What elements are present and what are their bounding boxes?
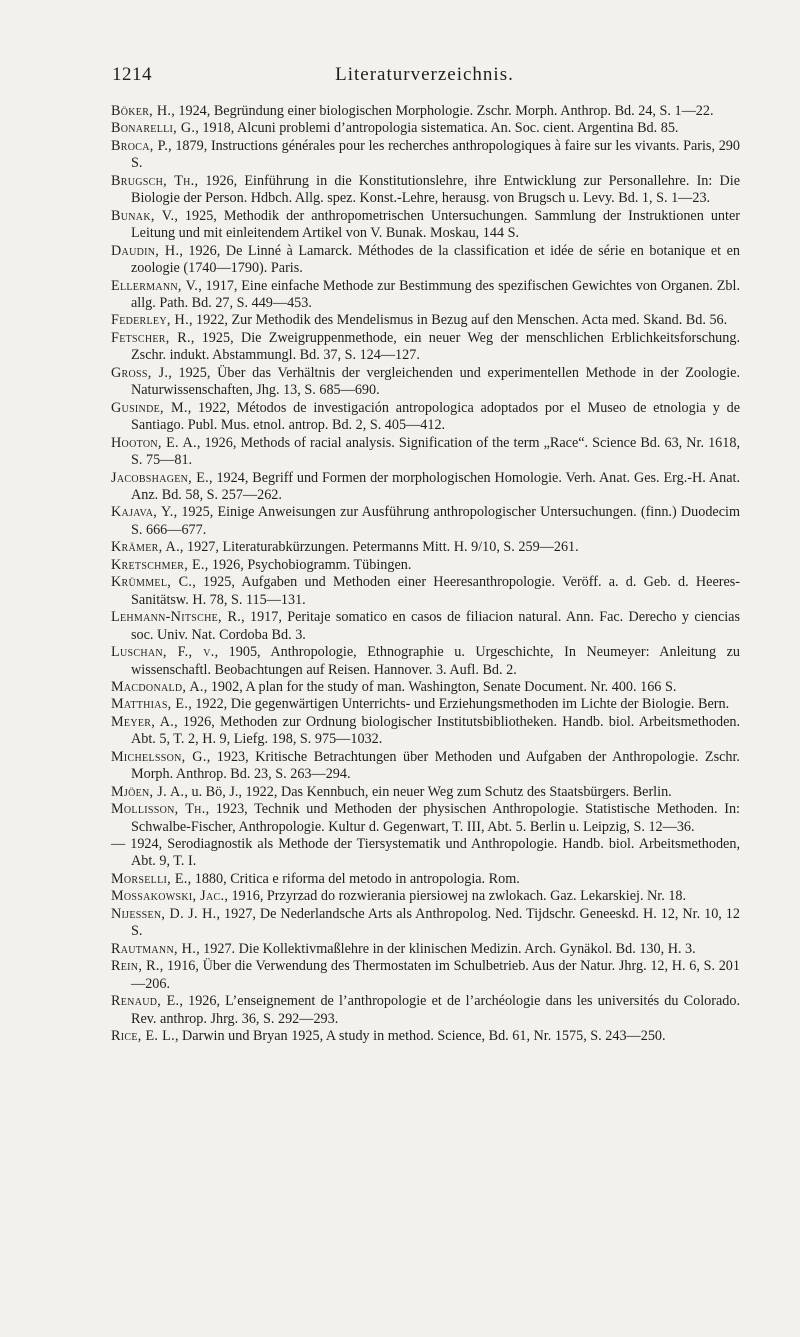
reference-entry <box>111 906 740 941</box>
reference-author: Mossakowski, Jac. <box>111 888 225 905</box>
reference-text: , 1927, Literaturabkürzungen. Petermanns Mitt. H. 9/10, S. 259—261. <box>179 539 579 556</box>
reference-entry <box>111 784 740 801</box>
reference-text: , 1922, Zur Methodik des Mendelismus in Bezug auf den Menschen. Acta med. Skand. Bd. 56. <box>188 312 728 329</box>
reference-entry <box>111 173 740 208</box>
reference-text: , 1924, Begriff und Formen der morphologischen Homologie. Verh. Anat. Ges. Erg.-H. Anat. Anz. Bd. 58, S. 257—262. <box>131 469 740 503</box>
reference-author: Macdonald, A. <box>111 678 204 695</box>
reference-author: Morselli, E. <box>111 870 188 887</box>
reference-text: , u. Bö, J., 1922, Das Kennbuch, ein neuer Weg zum Schutz des Staatsbürgers. Berlin. <box>184 783 672 800</box>
reference-text: , 1916, Przyrzad do rozwierania piersiowej na zwlokach. Gaz. Lekarskiej. Nr. 18. <box>224 888 687 905</box>
reference-text: , 1923, Technik und Methoden der physischen Anthropologie. Statistische Methoden. In: Schwalbe-Fischer, Anthropologie. Kultur d. Gegenwart, T. III, Abt. 5. Berlin u. Leipzig, S. 12—36. <box>131 801 740 835</box>
reference-text: , 1918, Alcuni problemi d’antropologia sistematica. An. Soc. cient. Argentina Bd. 85. <box>195 120 679 137</box>
reference-entry <box>111 714 740 749</box>
reference-author: Hooton, E. A. <box>111 434 197 451</box>
reference-entry <box>111 400 740 435</box>
reference-text: , 1917, Eine einfache Methode zur Bestimmung des spezifischen Gewichtes von Organen. Zbl. allg. Path. Bd. 27, S. 449—453. <box>131 277 741 311</box>
reference-text: , 1905, Anthropologie, Ethnographie u. Urgeschichte, In Neumeyer: Anleitung zu wissenschaftl. Beobachtungen auf Reisen. Hannover. 3. Aufl. Bd. 2. <box>131 644 740 678</box>
reference-text: , 1924, Begründung einer biologischen Morphologie. Zschr. Morph. Anthrop. Bd. 24, S. 1—22. <box>171 103 714 119</box>
reference-text: , 1926, Psychobiogramm. Tübingen. <box>204 556 412 573</box>
reference-text: , 1879, Instructions générales pour les recherches anthropologiques à faire sur les vivants. Paris, 290 S. <box>131 137 740 172</box>
reference-text: , 1925, Methodik der anthropometrischen Untersuchungen. Sammlung der Instruktionen unter Leitung und mit einleitendem Artikel von V. Bunak. Moskau, 144 S. <box>131 207 740 242</box>
reference-text: , 1926, Einführung in die Konstitutionslehre, ihre Entwicklung zur Personallehre. In: Die Biologie der Person. Hdbch. Allg. spez. Konst.-Lehre, herausg. von Brugsch u. Levy. Bd. 1, S. 1—23. <box>131 172 740 207</box>
reference-author: Jacobshagen, E. <box>111 469 210 486</box>
reference-author: Gusinde, M. <box>111 399 188 416</box>
reference-text: , 1925, Aufgaben und Methoden einer Heeresanthropologie. Veröff. a. d. Geb. d. Heeres-Sanitätsw. H. 78, S. 115—131. <box>131 574 741 608</box>
reference-author: Renaud, E. <box>111 993 180 1010</box>
reference-entry <box>111 103 740 120</box>
reference-entry <box>111 749 740 784</box>
reference-text: , 1926, Methods of racial analysis. Signification of the term „Race“. Science Bd. 63, Nr. 1618, S. 75—81. <box>131 434 740 469</box>
reference-text: , 1925, Die Zweigruppenmethode, ein neuer Weg der menschlichen Erblichkeitsforschung. Zschr. indukt. Abstammungl. Bd. 37, S. 124—127. <box>131 329 740 364</box>
reference-author: Brugsch, Th. <box>111 172 195 189</box>
reference-text: , 1927, De Nederlandsche Arts als Anthropolog. Ned. Tijdschr. Geneeskd. H. 12, Nr. 10, 12 S. <box>131 905 740 940</box>
reference-entry <box>111 435 740 470</box>
reference-author: Nijessen, D. J. H. <box>111 905 217 922</box>
reference-text: , 1922, Métodos de investigación antropologica adoptados por el Museo de etnologia y de Santiago. Publ. Mus. etnol. antrop. Bd. 2, S. 405—412. <box>131 399 740 434</box>
reference-entry <box>111 574 740 609</box>
reference-entry <box>111 330 740 365</box>
reference-entry <box>111 278 740 313</box>
reference-entry <box>111 557 740 574</box>
page-number: 1214 <box>112 64 152 85</box>
reference-entry <box>111 644 740 679</box>
reference-author: Meyer, A. <box>111 713 175 730</box>
reference-author: Federley, H. <box>111 312 189 329</box>
reference-text: , 1926, De Linné à Lamarck. Méthodes de la classification et idée de série en botanique et en zoologie (1740—1790). Paris. <box>131 242 740 277</box>
reference-entry <box>111 120 740 137</box>
reference-entry <box>111 539 740 556</box>
reference-entry <box>111 836 740 871</box>
reference-author: Kajava, Y. <box>111 504 174 521</box>
reference-text: — 1924, Serodiagnostik als Methode der Tiersystematik und Anthropologie. Handb. biol. Arbeitsmethoden, Abt. 9, T. I. <box>111 836 740 870</box>
running-title: Literaturverzeichnis. <box>335 64 514 85</box>
reference-text: , 1917, Peritaje somatico en casos de filiacion natural. Ann. Fac. Derecho y ciencias soc. Univ. Nat. Cordoba Bd. 3. <box>131 609 741 643</box>
reference-author: Lehmann-Nitsche, R. <box>111 609 242 626</box>
reference-entry <box>111 871 740 888</box>
running-head <box>112 64 737 88</box>
reference-entry <box>111 801 740 836</box>
reference-author: Bonarelli, G. <box>111 120 196 137</box>
reference-author: Michelsson, G. <box>111 748 207 765</box>
reference-text: , Darwin und Bryan 1925, A study in method. Science, Bd. 61, Nr. 1575, S. 243—250. <box>174 1028 666 1045</box>
reference-entry <box>111 679 740 696</box>
reference-entry <box>111 888 740 905</box>
reference-entry <box>111 365 740 400</box>
reference-entry <box>111 312 740 329</box>
reference-text: , 1925, Über das Verhältnis der vergleichenden und experimentellen Methode in der Zoologie. Naturwissenschaften, Jhg. 13, S. 685—690. <box>131 364 741 399</box>
reference-entry <box>111 696 740 713</box>
reference-entry <box>111 1028 740 1045</box>
reference-author: Kretschmer, E. <box>111 556 205 573</box>
reference-author: Luschan, F., v. <box>111 644 215 661</box>
reference-text: , 1923, Kritische Betrachtungen über Methoden und Aufgaben der Anthropologie. Zschr. Morph. Anthrop. Bd. 23, S. 263—294. <box>131 748 740 783</box>
reference-entry <box>111 958 740 993</box>
reference-author: Rein, R. <box>111 958 160 975</box>
reference-text: , 1926, Methoden zur Ordnung biologischer Institutsbibliotheken. Handb. biol. Arbeitsmethoden. Abt. 5, T. 2, H. 9, Liefg. 198, S. 975—1032. <box>131 713 741 748</box>
reference-author: Rautmann, H. <box>111 940 197 957</box>
reference-entry <box>111 609 740 644</box>
reference-text: , 1902, A plan for the study of man. Washington, Senate Document. Nr. 400. 166 S. <box>203 678 677 695</box>
reference-text: , 1925, Einige Anweisungen zur Ausführung anthropologischer Untersuchungen. (finn.) Duodecim S. 666—677. <box>131 504 740 538</box>
reference-author: Krümmel, C. <box>111 574 193 591</box>
reference-author: Böker, H. <box>111 103 172 119</box>
reference-author: Broca, P. <box>111 137 169 154</box>
reference-text: , 1880, Critica e riforma del metodo in antropologia. Rom. <box>187 870 520 887</box>
reference-entry <box>111 208 740 243</box>
reference-author: Matthias, E. <box>111 696 189 713</box>
reference-entry <box>111 243 740 278</box>
reference-author: Ellermann, V. <box>111 277 199 294</box>
reference-entry <box>111 138 740 173</box>
reference-author: Gross, J. <box>111 364 169 381</box>
reference-text: , 1922, Die gegenwärtigen Unterrichts- und Erziehungsmethoden im Lichte der Biologie. Bern. <box>188 696 730 713</box>
reference-author: Krämer, A. <box>111 539 180 556</box>
reference-author: Bunak, V. <box>111 207 175 224</box>
reference-author: Mollisson, Th. <box>111 801 206 818</box>
reference-author: Daudin, H. <box>111 242 180 259</box>
reference-entry <box>111 504 740 539</box>
reference-author: Fetscher, R. <box>111 329 191 346</box>
reference-text: , 1926, L’enseignement de l’anthropologie et de l’archéologie dans les universités du Colorado. Rev. anthrop. Jhrg. 36, S. 292—293. <box>131 993 741 1027</box>
reference-text: , 1916, Über die Verwendung des Thermostaten im Schulbetrieb. Aus der Natur. Jhrg. 12, H. 6, S. 201—206. <box>131 958 740 992</box>
reference-entry <box>111 470 740 505</box>
reference-entry <box>111 993 740 1028</box>
reference-author: Mjöen, J. A. <box>111 783 185 800</box>
reference-list <box>111 103 740 1045</box>
reference-text: , 1927. Die Kollektivmaßlehre in der klinischen Medizin. Arch. Gynäkol. Bd. 130, H. 3. <box>196 940 696 957</box>
reference-entry <box>111 941 740 958</box>
reference-author: Rice, E. L. <box>111 1028 175 1045</box>
